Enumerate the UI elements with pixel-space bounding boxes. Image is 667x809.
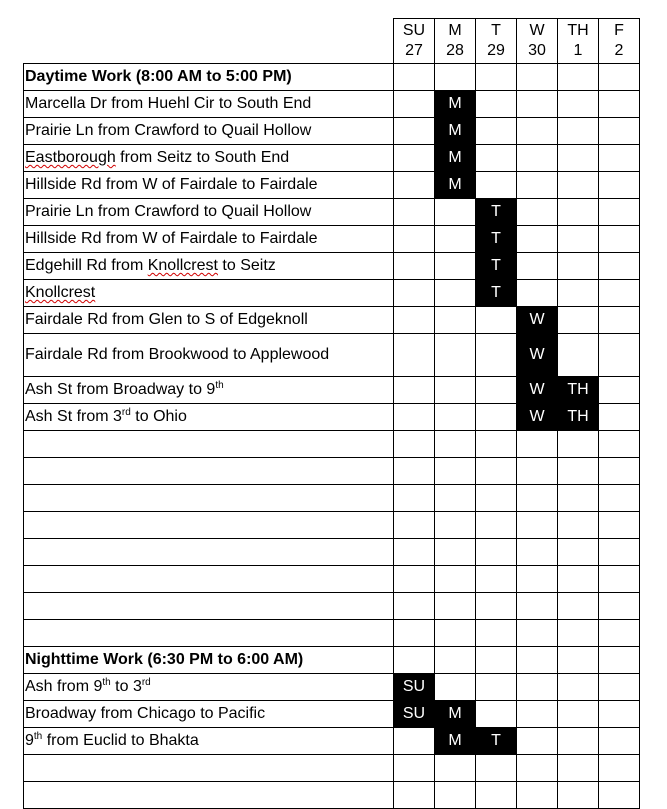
day-cell: [517, 91, 558, 118]
day-cell: [394, 226, 435, 253]
schedule-row: [24, 226, 640, 253]
day-cell: [435, 307, 476, 334]
daytime-section-title: Daytime Work (8:00 AM to 5:00 PM): [24, 64, 394, 91]
day-cell: [517, 118, 558, 145]
day-cell: [476, 118, 517, 145]
day-cell: [476, 674, 517, 701]
empty-row: [24, 485, 640, 512]
schedule-row: [24, 377, 640, 404]
task-location: Broadway from Chicago to Pacific: [24, 701, 394, 728]
day-cell: T: [476, 253, 517, 280]
task-location: Ash St from Broadway to 9th: [24, 377, 394, 404]
empty-row: [24, 458, 640, 485]
day-cell: [476, 701, 517, 728]
day-cell: SU: [394, 701, 435, 728]
day-cell: [599, 226, 640, 253]
day-number: 30: [528, 42, 546, 59]
day-cell: W: [517, 404, 558, 431]
day-cell: M: [435, 145, 476, 172]
day-cell: M: [435, 172, 476, 199]
day-cell: TH: [558, 377, 599, 404]
schedule-row: [24, 91, 640, 118]
day-header-th: [558, 19, 599, 64]
day-cell: [599, 404, 640, 431]
day-cell: [476, 145, 517, 172]
task-location: Ash St from 3rd to Ohio: [24, 404, 394, 431]
empty-row: [24, 620, 640, 647]
day-header-w: [517, 19, 558, 64]
day-cell: [599, 172, 640, 199]
schedule-row: [24, 674, 640, 701]
day-number: 1: [573, 42, 583, 59]
day-cell: [476, 377, 517, 404]
empty-row: [24, 566, 640, 593]
schedule-row: [24, 728, 640, 755]
schedule-row: [24, 404, 640, 431]
day-cell: [476, 307, 517, 334]
day-cell: [517, 701, 558, 728]
day-cell: W: [517, 334, 558, 377]
day-cell: [599, 728, 640, 755]
day-abbr: TH: [567, 22, 589, 39]
day-cell: [435, 199, 476, 226]
day-cell: [394, 404, 435, 431]
day-cell: [435, 674, 476, 701]
schedule-row: [24, 701, 640, 728]
empty-row: [24, 593, 640, 620]
day-cell: [435, 253, 476, 280]
day-header-t: [476, 19, 517, 64]
day-cell: [599, 118, 640, 145]
day-cell: [435, 280, 476, 307]
empty-row: [24, 431, 640, 458]
day-cell: [476, 172, 517, 199]
day-cell: W: [517, 307, 558, 334]
day-cell: [517, 728, 558, 755]
day-cell: [599, 307, 640, 334]
day-abbr: SU: [402, 22, 426, 39]
day-header-row: [24, 19, 640, 64]
day-number: 2: [614, 42, 624, 59]
day-cell: [435, 377, 476, 404]
day-cell: [558, 701, 599, 728]
day-header-f: [599, 19, 640, 64]
day-cell: [517, 280, 558, 307]
work-schedule-table: [23, 18, 640, 809]
day-cell: [394, 172, 435, 199]
nighttime-section-title: Nighttime Work (6:30 PM to 6:00 AM): [24, 647, 394, 674]
day-cell: [394, 91, 435, 118]
day-cell: [558, 280, 599, 307]
day-abbr: W: [529, 22, 545, 39]
schedule-row: [24, 253, 640, 280]
day-cell: [558, 145, 599, 172]
day-cell: [394, 199, 435, 226]
day-cell: T: [476, 728, 517, 755]
day-cell: [599, 91, 640, 118]
day-abbr: F: [614, 22, 624, 39]
schedule-row: [24, 199, 640, 226]
day-cell: [517, 145, 558, 172]
empty-row: [24, 539, 640, 566]
task-location: Ash from 9th to 3rd: [24, 674, 394, 701]
task-location: Prairie Ln from Crawford to Quail Hollow: [24, 199, 394, 226]
day-abbr: M: [448, 22, 462, 39]
task-location: Fairdale Rd from Brookwood to Applewood: [24, 334, 394, 377]
day-cell: [558, 674, 599, 701]
day-cell: [394, 118, 435, 145]
day-cell: [394, 307, 435, 334]
day-cell: [517, 253, 558, 280]
task-location: Hillside Rd from W of Fairdale to Fairdale: [24, 172, 394, 199]
day-cell: [599, 334, 640, 377]
day-cell: [558, 118, 599, 145]
task-location: Hillside Rd from W of Fairdale to Fairdale: [24, 226, 394, 253]
day-cell: [394, 728, 435, 755]
schedule-row: [24, 280, 640, 307]
day-cell: [476, 334, 517, 377]
day-abbr: T: [491, 22, 501, 39]
day-cell: M: [435, 91, 476, 118]
day-cell: [599, 145, 640, 172]
day-cell: [558, 226, 599, 253]
day-cell: [558, 728, 599, 755]
day-cell: [599, 199, 640, 226]
day-cell: [394, 145, 435, 172]
day-cell: [517, 172, 558, 199]
empty-row: [24, 782, 640, 809]
task-location: Fairdale Rd from Glen to S of Edgeknoll: [24, 307, 394, 334]
day-cell: M: [435, 701, 476, 728]
day-cell: [476, 91, 517, 118]
task-location: 9th from Euclid to Bhakta: [24, 728, 394, 755]
day-cell: [476, 404, 517, 431]
day-number: 29: [487, 42, 505, 59]
day-cell: [599, 253, 640, 280]
day-cell: [517, 226, 558, 253]
day-cell: [394, 377, 435, 404]
day-cell: [558, 334, 599, 377]
day-cell: [435, 226, 476, 253]
day-cell: [599, 674, 640, 701]
day-cell: [394, 280, 435, 307]
day-cell: [599, 280, 640, 307]
task-location: Prairie Ln from Crawford to Quail Hollow: [24, 118, 394, 145]
day-number: 28: [446, 42, 464, 59]
day-cell: [558, 253, 599, 280]
day-header-m: [435, 19, 476, 64]
day-cell: [558, 91, 599, 118]
daytime-section-row: [24, 64, 640, 91]
day-cell: [517, 674, 558, 701]
task-location: Eastborough from Seitz to South End: [24, 145, 394, 172]
day-header-su: [394, 19, 435, 64]
empty-row: [24, 512, 640, 539]
empty-row: [24, 755, 640, 782]
day-cell: [435, 334, 476, 377]
day-cell: TH: [558, 404, 599, 431]
day-cell: T: [476, 226, 517, 253]
task-location: Marcella Dr from Huehl Cir to South End: [24, 91, 394, 118]
schedule-row: [24, 172, 640, 199]
day-cell: [394, 334, 435, 377]
day-cell: [558, 199, 599, 226]
day-number: 27: [405, 42, 423, 59]
day-cell: W: [517, 377, 558, 404]
schedule-row: [24, 334, 640, 377]
schedule-row: [24, 145, 640, 172]
schedule-row: [24, 118, 640, 145]
task-location: Edgehill Rd from Knollcrest to Seitz: [24, 253, 394, 280]
day-cell: [394, 253, 435, 280]
day-cell: T: [476, 280, 517, 307]
day-cell: M: [435, 118, 476, 145]
day-cell: T: [476, 199, 517, 226]
day-cell: SU: [394, 674, 435, 701]
day-cell: [558, 172, 599, 199]
schedule-row: [24, 307, 640, 334]
day-cell: [517, 199, 558, 226]
day-cell: [599, 701, 640, 728]
header-corner: [24, 19, 394, 64]
day-cell: [558, 307, 599, 334]
day-cell: M: [435, 728, 476, 755]
task-location: Knollcrest: [24, 280, 394, 307]
day-cell: [599, 377, 640, 404]
nighttime-section-row: [24, 647, 640, 674]
day-cell: [435, 404, 476, 431]
